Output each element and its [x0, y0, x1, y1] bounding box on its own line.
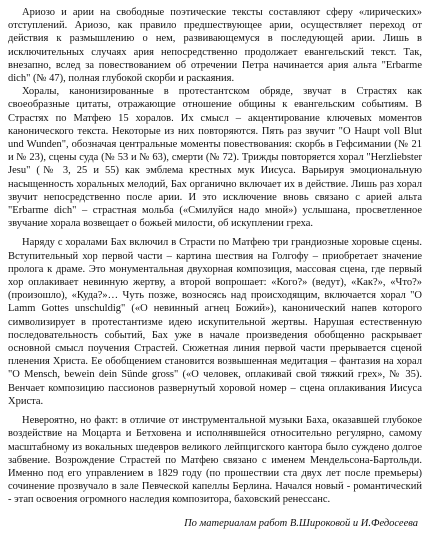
paragraph-revival: Невероятно, но факт: в отличие от инструментальной музыки Баха, оказавшей глубокое воздействие на Моцарта и Бетховена и исполнявшейся относительно регулярно, самому масштабному из вокальных шедевров великого лейпцигского кантора было суждено долгое забвение. Возрождение Страстей по Матфею связано с именем Мендельсона-Бартольди. Именно под его управлением в 1829 году (по прошествии ста двух лет после премьеры) сочинение прозвучало в зале Певческой капеллы Берлина. Начался новый - романтический - этап освоения огромного наследия композитора, баховский ренессанс.	[8, 415, 422, 506]
source-attribution: По материалам работ В.Широковой и И.Федосеева	[184, 517, 418, 529]
paragraph-chorales: Хоралы, канонизированные в протестантском обряде, звучат в Страстях как своеобразные цитаты, отражающие отношение общины к евангельским событиям. В Страстях по Матфею 15 хоралов. Их смысл – акцентирование ключевых моментов канонического текста. Некоторые из них повторяются. Пять раз звучит "O Haupt voll Blut und Wunden", обозначая центральные моменты повествования: скорбь в Гефсимании (№ 21 и № 23), сцены суда (№ 53 и № 63), смерти (№ 72). Трижды повторяется хорал "Herzliebster Jesu" (№ 3, 25 и 55) как эмблема крестных мук Иисуса. Варьируя эмоциональную насыщенность хоральных мелодий, Бах органично включает их в действие. Лишь раз хорал звучит непосредственно после арии. И это исключение вновь связано с арией альта "Erbarme dich" – страстная мольба («Смилуйся надо мной») услышана, просветленное звучание хорала возвещает о божьей милости, об искуплении греха.	[8, 86, 422, 230]
paragraph-arias: Ариозо и арии на свободные поэтические тексты составляют сферу «лирических» отступлений. Ариозо, как правило предшествующее арии, осуществляет переход от действия к размышлению о нем, развивающемуся в последующей арии. Лишь в исключительных случаях ария непосредственно продолжает евангельский текст. Так, внезапно, вслед за повествованием об отречении Петра начинается ария альта "Erbarme dich" (№ 47), полная глубокой скорби и раскаяния.	[8, 7, 422, 85]
paragraph-choral-scenes: Наряду с хоралами Бах включил в Страсти по Матфею три грандиозные хоровые сцены. Вступительный хор первой части – картина шествия на Голгофу – приобретает значение пролога к драме. Это монументальная двухорная композиция, массовая сцена, где первый хор оплакивает невинную жертву, а второй вопрошает: «Кого?» (ведут), «Как?», «Что?» (произошло), «Куда?»… Чуть позже, возносясь над происходящим, включается хорал "O Lamm Gottes unschuldig" («О невинный агнец Божий»), канонический напев которого символизирует в протестантизме идею искупительной жертвы. Нарушая естественную последовательность событий, Бах уже в начале произведения обобщенно раскрывает основной смысл поучения Страстей. Сюжетная линия первой части прерывается сценой пленения Христа. Ее обобщением становится возвышенная медитация – фантазия на хорал "O Mensch, bewein dein Sünde gross" («О человек, оплакивай свой тяжкий грех», № 35). Венчает композицию пассионов развернутый хоровой номер – сцена оплакивания Иисуса Христа.	[8, 237, 422, 407]
